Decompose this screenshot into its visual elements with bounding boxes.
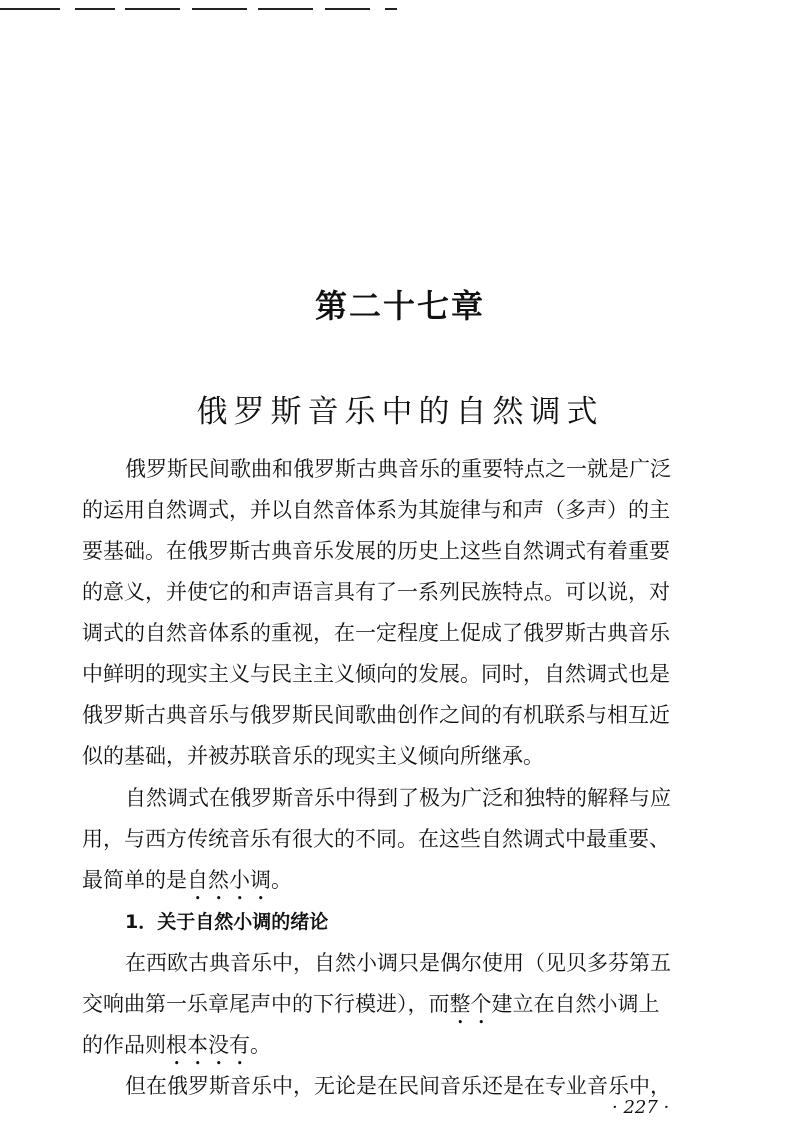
top-rule-2 — [75, 8, 115, 10]
body-line: 用，与西方传统音乐有很大的不同。在这些自然调式中最重要、 — [82, 827, 670, 851]
text-run: 建立在自然小调上 — [491, 992, 660, 1016]
top-rule-1 — [0, 8, 60, 10]
body-line: 中鲜明的现实主义与民主主义倾向的发展。同时，自然调式也是 — [82, 662, 670, 686]
top-rule-4 — [192, 8, 247, 10]
body-line: 俄罗斯民间歌曲和俄罗斯古典音乐的重要特点之一就是广泛 — [125, 457, 671, 481]
emphasized-text: 根本没有 — [166, 1033, 250, 1057]
page-number: · 227 · — [612, 1097, 670, 1118]
text-run: 最简单的是 — [82, 868, 187, 892]
body-line: 的运用自然调式，并以自然音体系为其旋律与和声（多声）的主 — [82, 498, 670, 522]
emphasized-text: 整个 — [449, 992, 492, 1016]
chapter-title: 俄罗斯音乐中的自然调式 — [196, 394, 604, 430]
body-line: 似的基础，并被苏联音乐的现实主义倾向所继承。 — [82, 744, 544, 768]
text-run: 。 — [250, 1033, 271, 1057]
body-line-emphasis — [82, 1028, 271, 1062]
text-run: 交响曲第一乐章尾声中的下行模进），而 — [82, 992, 450, 1016]
chapter-number: 第二十七章 — [314, 287, 485, 325]
top-rule-6 — [325, 8, 370, 10]
body-line: 调式的自然音体系的重视，在一定程度上促成了俄罗斯古典音乐 — [82, 621, 670, 645]
body-line: 在西欧古典音乐中，自然小调只是偶尔使用（见贝多芬第五 — [125, 951, 671, 975]
text-run: 的作品则 — [82, 1033, 166, 1057]
body-line-emphasis — [82, 863, 292, 897]
body-line: 要基础。在俄罗斯古典音乐发展的历史上这些自然调式有着重要 — [82, 539, 670, 563]
top-rule-7 — [385, 8, 397, 10]
body-line: 俄罗斯古典音乐与俄罗斯民间歌曲创作之间的有机联系与相互近 — [82, 703, 670, 727]
body-line: 的意义，并使它的和声语言具有了一系列民族特点。可以说，对 — [82, 580, 670, 604]
body-line: 但在俄罗斯音乐中，无论是在民间音乐还是在专业音乐中， — [125, 1074, 671, 1098]
body-line-emphasis — [82, 987, 660, 1021]
text-run: 。 — [271, 868, 292, 892]
emphasized-text: 自然小调 — [187, 868, 271, 892]
top-rule-3 — [125, 8, 180, 10]
section-heading: 1．关于自然小调的绪论 — [125, 911, 329, 933]
body-line: 自然调式在俄罗斯音乐中得到了极为广泛和独特的解释与应 — [125, 786, 671, 810]
top-rule-5 — [258, 8, 313, 10]
